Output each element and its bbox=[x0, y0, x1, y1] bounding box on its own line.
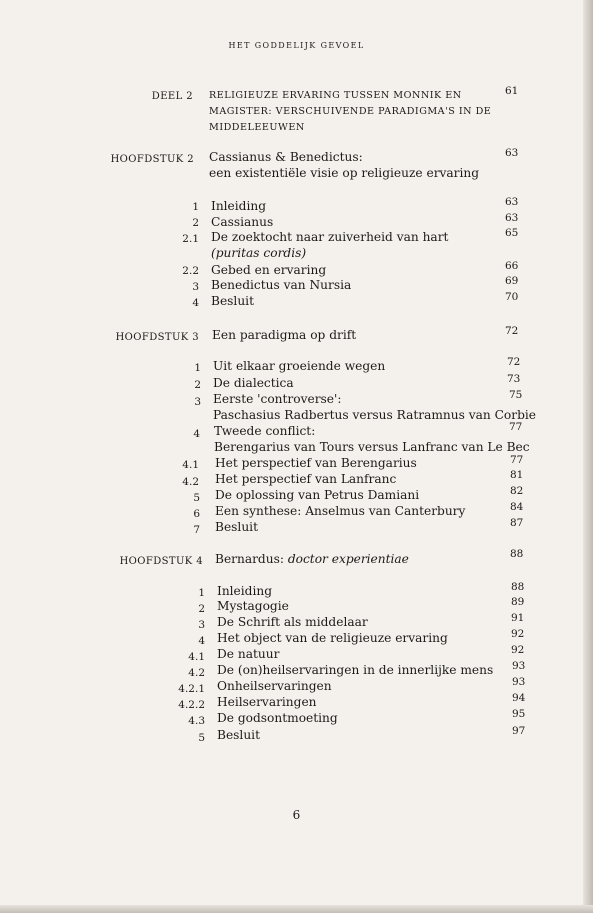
toc-page-number: 63 bbox=[505, 196, 519, 208]
toc-section-number: 5 bbox=[198, 732, 205, 744]
toc-page-number: 89 bbox=[511, 596, 525, 608]
toc-section-title: Het perspectief van Lanfranc bbox=[215, 472, 397, 486]
toc-section-title: Inleiding bbox=[211, 199, 267, 213]
toc-section-title: Een synthese: Anselmus van Canterbury bbox=[215, 504, 466, 518]
toc-section-number: 3 bbox=[194, 396, 201, 408]
toc-section-number: 4.2 bbox=[188, 667, 205, 679]
toc-section-number: 4.2.2 bbox=[178, 699, 205, 711]
toc-section-number: 4.3 bbox=[188, 715, 205, 727]
toc-section-number: 4.2.1 bbox=[178, 683, 205, 695]
toc-section-number: 1 bbox=[194, 362, 201, 374]
toc-section-title: Inleiding bbox=[217, 584, 273, 598]
toc-section-title: De oplossing van Petrus Damiani bbox=[215, 488, 420, 502]
toc-section-title: De godsontmoeting bbox=[217, 711, 338, 725]
toc-section-title: Gebed en ervaring bbox=[211, 263, 327, 277]
toc-part-label: DEEL 2 bbox=[151, 91, 193, 102]
toc-page-number: 82 bbox=[510, 485, 524, 497]
toc-section-title: Tweede conflict: Berengarius van Tours versus Lanfranc van Le Bec bbox=[214, 424, 530, 454]
toc-page-number: 75 bbox=[509, 389, 523, 401]
toc-section-number: 4.1 bbox=[188, 651, 205, 663]
running-header: HET GODDELIJK GEVOEL bbox=[228, 41, 365, 50]
toc-section-number: 2 bbox=[198, 603, 205, 615]
toc-page-number: 91 bbox=[511, 612, 525, 624]
toc-page-number: 94 bbox=[512, 692, 526, 704]
toc-page-number: 93 bbox=[512, 660, 526, 672]
toc-section-number: 4 bbox=[198, 635, 205, 647]
toc-chapter-label: HOOFDSTUK 4 bbox=[119, 556, 203, 567]
toc-section-number: 1 bbox=[198, 587, 205, 599]
toc-page-number: 65 bbox=[505, 227, 519, 239]
toc-section-number: 5 bbox=[193, 492, 200, 504]
toc-page-number: 81 bbox=[510, 469, 524, 481]
toc-page-number: 92 bbox=[511, 628, 525, 640]
toc-page-number: 61 bbox=[505, 85, 519, 97]
toc-page-number: 63 bbox=[505, 147, 519, 159]
toc-section-number: 2.1 bbox=[182, 233, 199, 245]
toc-section-title: Heilservaringen bbox=[217, 695, 317, 709]
toc-page-number: 66 bbox=[505, 260, 519, 272]
toc-section-title: Eerste 'controverse': Paschasius Radbertus versus Ratramnus van Corbie bbox=[213, 392, 537, 422]
toc-section-title: Het object van de religieuze ervaring bbox=[217, 631, 448, 645]
toc-page-number: 69 bbox=[505, 275, 519, 287]
toc-page-number: 77 bbox=[509, 421, 523, 433]
toc-chapter-label: HOOFDSTUK 3 bbox=[115, 332, 199, 343]
toc-section-title: De natuur bbox=[217, 647, 280, 661]
toc-section-title: De (on)heilservaringen in de innerlijke mens bbox=[217, 663, 494, 677]
toc-section-number: 6 bbox=[193, 508, 200, 520]
toc-chapter-label: HOOFDSTUK 2 bbox=[110, 154, 194, 165]
toc-page-number: 97 bbox=[512, 725, 526, 737]
toc-page-number: 73 bbox=[507, 373, 521, 385]
toc-section-number: 1 bbox=[192, 201, 199, 213]
toc-chapter-title: Cassianus & Benedictus: een existentiële visie op religieuze ervaring bbox=[209, 150, 480, 180]
toc-section-title: De zoektocht naar zuiverheid van hart (puritas cordis) bbox=[211, 230, 449, 260]
page-number: 6 bbox=[292, 808, 301, 822]
toc-page-number: 93 bbox=[512, 676, 526, 688]
toc-section-number: 2 bbox=[194, 379, 201, 391]
toc-section-title: Besluit bbox=[217, 728, 260, 742]
toc-section-title: Mystagogie bbox=[217, 599, 289, 613]
toc-section-title: Benedictus van Nursia bbox=[211, 278, 352, 292]
toc-section-title: Het perspectief van Berengarius bbox=[215, 456, 417, 470]
toc-section-title: Cassianus bbox=[211, 215, 274, 229]
toc-section-number: 2.2 bbox=[182, 265, 199, 277]
toc-section-title: Uit elkaar groeiende wegen bbox=[213, 359, 386, 373]
toc-section-title: Onheilservaringen bbox=[217, 679, 332, 693]
toc-page-number: 70 bbox=[505, 291, 519, 303]
toc-page-number: 63 bbox=[505, 212, 519, 224]
toc-section-title: De dialectica bbox=[213, 376, 294, 390]
toc-chapter-title: Een paradigma op drift bbox=[212, 328, 357, 342]
toc-section-number: 3 bbox=[192, 281, 199, 293]
toc-chapter-title: Bernardus: doctor experientiae bbox=[215, 552, 409, 566]
toc-section-number: 2 bbox=[192, 217, 199, 229]
toc-page-number: 95 bbox=[512, 708, 526, 720]
toc-part-title: RELIGIEUZE ERVARING TUSSEN MONNIK EN MAGISTER: VERSCHUIVENDE PARADIGMA'S IN DE MIDDELEEUWEN bbox=[209, 90, 492, 133]
toc-page-number: 88 bbox=[511, 581, 525, 593]
toc-page-number: 72 bbox=[505, 325, 519, 337]
toc-section-number: 4.1 bbox=[182, 459, 199, 471]
toc-section-number: 4 bbox=[193, 428, 200, 440]
toc-section-number: 4 bbox=[192, 297, 199, 309]
toc-section-number: 3 bbox=[198, 619, 205, 631]
toc-section-number: 4.2 bbox=[182, 476, 199, 488]
toc-page-number: 87 bbox=[510, 517, 524, 529]
toc-section-title: Besluit bbox=[215, 520, 258, 534]
toc-section-number: 7 bbox=[193, 524, 200, 536]
toc-section-title: Besluit bbox=[211, 294, 254, 308]
toc-page-number: 92 bbox=[511, 644, 525, 656]
toc-page-number: 88 bbox=[510, 548, 524, 560]
toc-section-title: De Schrift als middelaar bbox=[217, 615, 368, 629]
toc-page-number: 72 bbox=[507, 356, 521, 368]
toc-page-number: 77 bbox=[510, 454, 524, 466]
toc-page-number: 84 bbox=[510, 501, 524, 513]
